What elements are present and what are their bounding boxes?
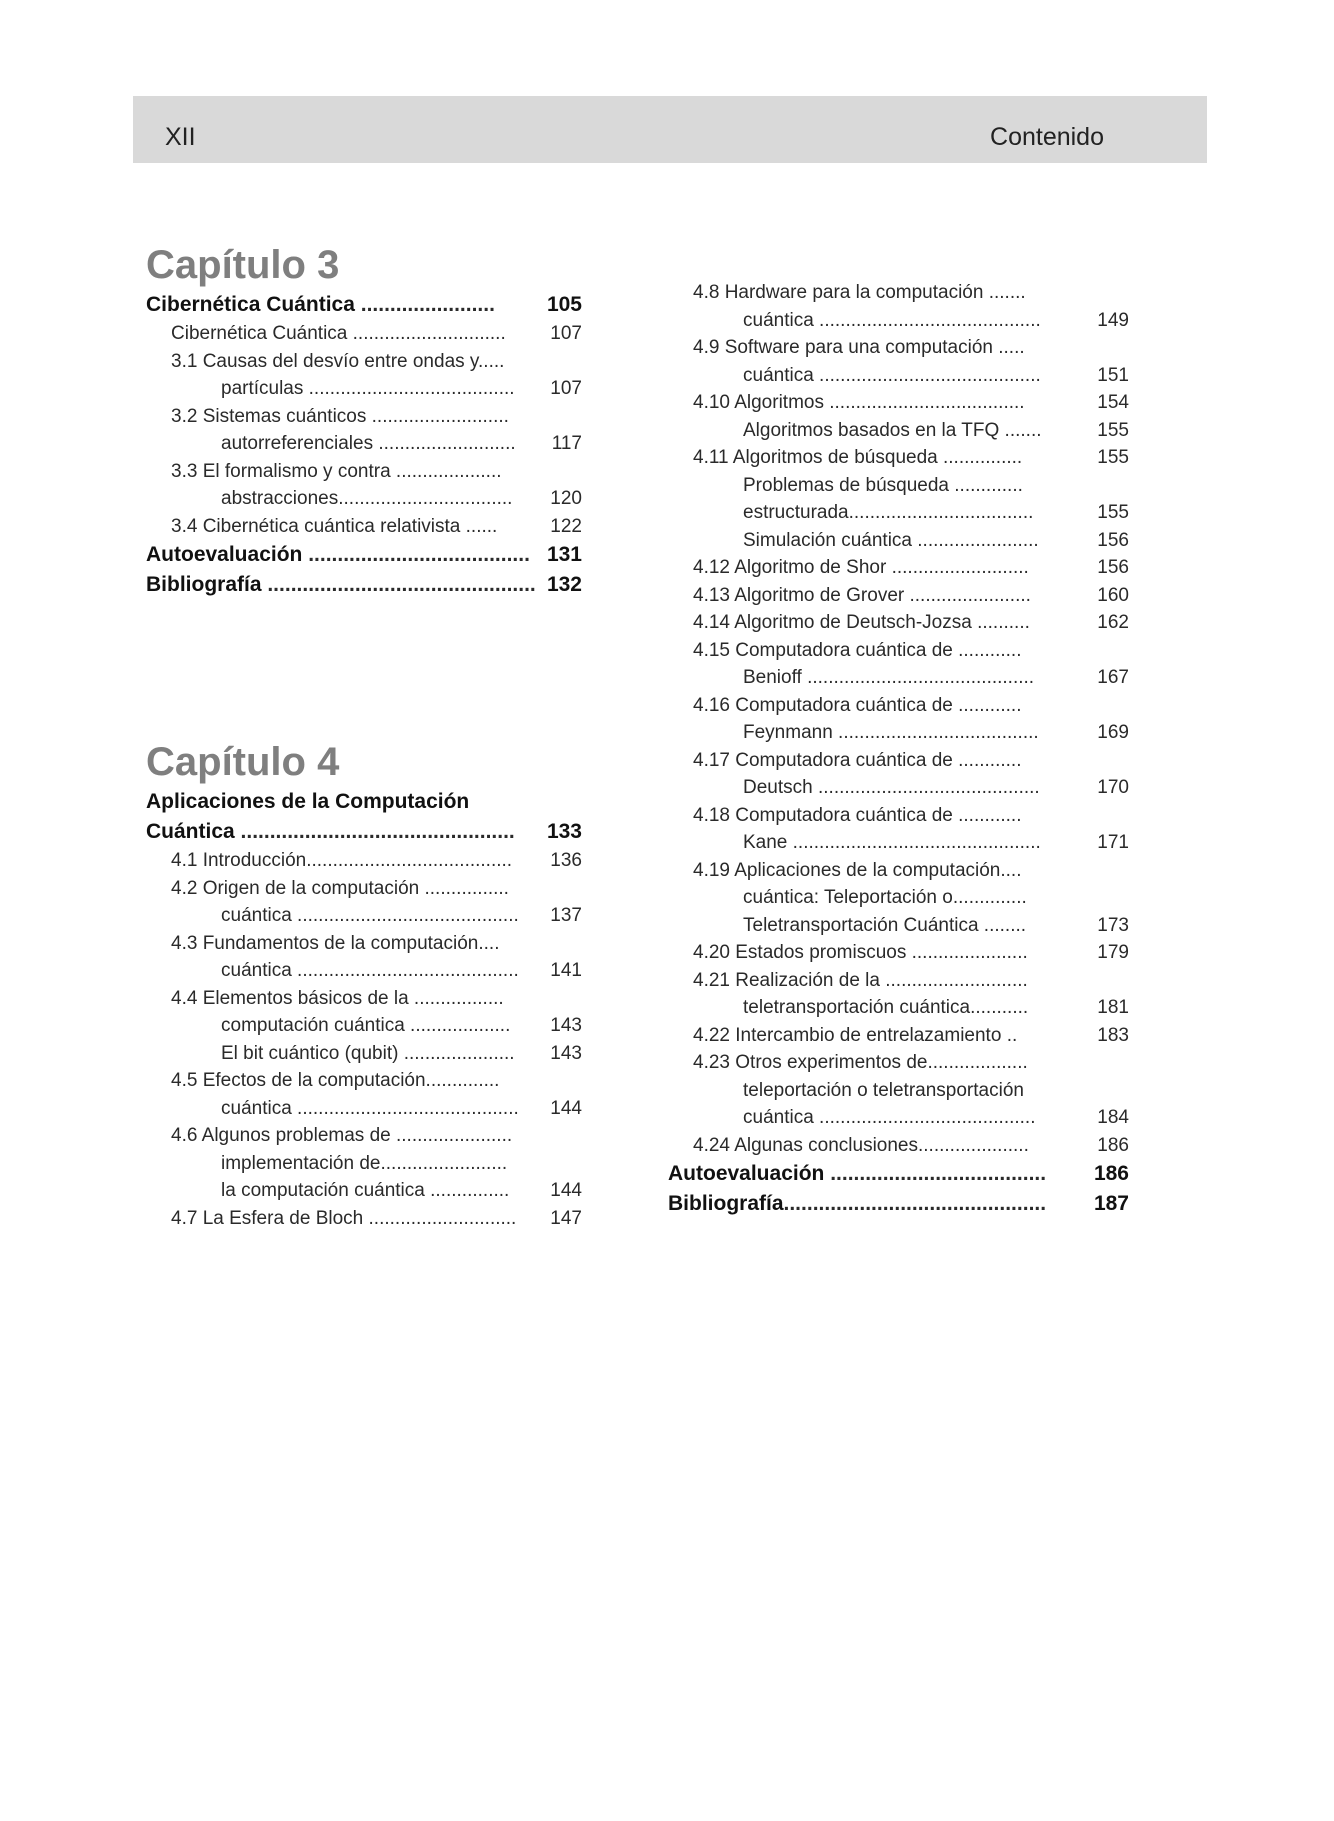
toc-page-number: 144: [550, 1180, 582, 1201]
toc-entry: [146, 875, 582, 903]
toc-page-number: 143: [550, 1042, 582, 1064]
toc-entry: [146, 1205, 582, 1233]
toc-entry: [146, 930, 582, 958]
toc-page-number: 160: [1097, 584, 1129, 606]
chapter-3-self-evaluation: Autoevaluación ...................................... 131: [146, 540, 582, 570]
toc-page-number: 184: [1097, 1107, 1129, 1128]
chapter-4-entries-right: [693, 279, 1129, 1159]
toc-entry-text: 4.5 Efectos de la computación: [171, 1070, 426, 1091]
toc-entry: [146, 1150, 582, 1178]
toc-entry: [693, 472, 1129, 500]
toc-leader-dots: ....................: [390, 460, 502, 482]
toc-page-number: 132: [546, 573, 582, 596]
toc-page-number: 167: [1097, 667, 1129, 688]
toc-entry: [693, 609, 1129, 637]
toc-leader-dots: ...........................: [879, 969, 1028, 991]
toc-entry-text: 3.3 El formalismo y contra: [171, 460, 391, 482]
toc-leader-dots: ....: [1000, 859, 1022, 881]
toc-entry-text: abstracciones: [221, 488, 339, 509]
toc-entry: [693, 994, 1129, 1022]
toc-entry: [693, 857, 1129, 885]
toc-entry-text: El bit cuántico (qubit): [221, 1042, 399, 1064]
chapter-4-bibliography: Bibliografía............................................. 187: [668, 1189, 1129, 1219]
toc-leader-dots: ......................................: [832, 722, 1039, 743]
toc-page-number: 122: [550, 515, 582, 537]
toc-entry-text: 4.19 Aplicaciones de la computación: [693, 859, 1001, 881]
chapter-4-title-line-2: Cuántica ............................................... 133: [146, 817, 582, 847]
toc-entry-text: 4.24 Algunas conclusiones: [693, 1134, 918, 1156]
toc-leader-dots: ............: [952, 639, 1022, 661]
chapter-4-self-evaluation: Autoevaluación ..................................... 186: [668, 1159, 1129, 1189]
toc-entry-text: 4.7 La Esfera de Bloch: [171, 1207, 364, 1229]
toc-page-number: 156: [1097, 557, 1129, 578]
toc-page-number: 107: [550, 323, 582, 344]
toc-entry: [146, 1067, 582, 1095]
toc-entry-text: la computación cuántica: [221, 1180, 425, 1201]
toc-leader-dots: ..: [1001, 1024, 1018, 1046]
toc-entry-text: cuántica: [743, 309, 814, 331]
toc-leader-dots: ..........................................: [812, 777, 1040, 798]
toc-page-number: 187: [1093, 1192, 1129, 1215]
toc-entry-text: Problemas de búsqueda: [743, 474, 949, 496]
chapter-3-bibliography: Bibliografía .............................................. 132: [146, 570, 582, 600]
toc-entry: [146, 957, 582, 985]
toc-leader-dots: .....: [992, 337, 1025, 358]
toc-entry-text: 4.9 Software para una computación: [693, 337, 993, 358]
toc-entry-text: cuántica: [743, 364, 814, 386]
toc-leader-dots: ..........................................: [291, 905, 519, 926]
toc-entry-text: 4.2 Origen de la computación: [171, 877, 420, 899]
toc-leader-dots: ......................: [906, 942, 1028, 963]
toc-page-number: 141: [550, 960, 582, 981]
toc-entry-text: 4.1 Introducción: [171, 850, 307, 871]
toc-entry: [693, 939, 1129, 967]
toc-leader-dots: ..........................: [373, 433, 516, 454]
section-title: Contenido: [990, 123, 1104, 151]
toc-entry-text: 4.4 Elementos básicos de la: [171, 987, 409, 1009]
toc-entry-text: implementación de: [221, 1152, 381, 1174]
toc-entry-text: autorreferenciales: [221, 433, 374, 454]
toc-page-number: 183: [1097, 1024, 1129, 1046]
toc-entry: [693, 637, 1129, 665]
toc-page-number: 147: [550, 1207, 582, 1229]
toc-leader-dots: .......: [983, 282, 1026, 303]
toc-entry: [146, 1040, 582, 1068]
toc-leader-dots: .........................................: [813, 1107, 1036, 1128]
toc-entry: [693, 334, 1129, 362]
toc-page-number: 143: [550, 1015, 582, 1036]
toc-page-number: 169: [1097, 722, 1129, 743]
toc-entry: [693, 719, 1129, 747]
toc-entry-text: 4.3 Fundamentos de la computación: [171, 932, 479, 954]
toc-leader-dots: ..........................: [366, 405, 509, 427]
toc-leader-dots: ........: [978, 914, 1027, 936]
toc-entry: [146, 1012, 582, 1040]
toc-entry-text: 4.6 Algunos problemas de: [171, 1125, 391, 1146]
toc-leader-dots: .................: [408, 987, 504, 1009]
toc-entry: [146, 1095, 582, 1123]
toc-entry: [693, 912, 1129, 940]
toc-page-number: 186: [1093, 1162, 1129, 1185]
chapter-4-entries-left: [146, 847, 582, 1232]
toc-leader-dots: ............: [952, 749, 1022, 771]
toc-entry-text: cuántica: [221, 960, 292, 981]
toc-leader-dots: ...................................: [848, 502, 1034, 523]
toc-leader-dots: ..........................................: [291, 1097, 519, 1119]
toc-leader-dots: ..........................................: [813, 364, 1041, 386]
toc-page-number: 155: [1097, 447, 1129, 468]
toc-leader-dots: ..............: [425, 1070, 500, 1091]
toc-entry-text: Feynmann: [743, 722, 833, 743]
toc-leader-dots: ...............................................: [787, 832, 1041, 853]
toc-entry-text: 4.15 Computadora cuántica de: [693, 639, 953, 661]
toc-leader-dots: .......................................: [306, 850, 513, 871]
toc-leader-dots: .............................: [347, 323, 506, 344]
toc-leader-dots: ............................: [363, 1207, 517, 1229]
toc-page-number: 133: [546, 820, 582, 843]
toc-entry: [693, 417, 1129, 445]
toc-leader-dots: ..........................................: [813, 309, 1041, 331]
toc-entry: [693, 554, 1129, 582]
toc-entry-text: Teletransportación Cuántica: [743, 914, 979, 936]
toc-leader-dots: .............: [948, 474, 1023, 496]
toc-entry: [146, 513, 582, 541]
toc-entry-text: 3.2 Sistemas cuánticos: [171, 405, 367, 427]
toc-entry: [693, 1132, 1129, 1160]
toc-leader-dots: .....................................: [823, 392, 1025, 413]
toc-entry: [146, 403, 582, 431]
toc-leader-dots: ...........: [970, 997, 1029, 1018]
toc-entry-text: 4.8 Hardware para la computación: [693, 282, 984, 303]
toc-entry: [693, 362, 1129, 390]
toc-page-number: 170: [1097, 777, 1129, 798]
toc-entry-text: computación cuántica: [221, 1015, 405, 1036]
toc-page-number: 181: [1097, 997, 1129, 1018]
toc-entry-text: 4.20 Estados promiscuos: [693, 942, 907, 963]
toc-entry: [693, 444, 1129, 472]
toc-entry-text: Cibernética Cuántica: [171, 323, 348, 344]
toc-entry: [693, 499, 1129, 527]
toc-entry: [693, 967, 1129, 995]
toc-entry: [146, 985, 582, 1013]
running-header: [133, 96, 1207, 163]
toc-entry: [693, 389, 1129, 417]
toc-leader-dots: ................: [419, 877, 509, 899]
toc-entry-text: partículas: [221, 378, 304, 399]
toc-leader-dots: .......................................: [303, 378, 515, 399]
toc-entry: [693, 1022, 1129, 1050]
toc-page-number: 171: [1097, 832, 1129, 853]
toc-page-number: 107: [550, 378, 582, 399]
toc-entry-text: teleportación o teletransportación: [743, 1079, 1024, 1101]
toc-leader-dots: .....: [478, 350, 505, 372]
toc-leader-dots: ..........................................: [291, 960, 519, 981]
toc-entry: [693, 884, 1129, 912]
toc-entry-text: cuántica: [221, 1097, 292, 1119]
chapter-3-heading: Capítulo 3: [146, 243, 340, 287]
toc-entry: [146, 847, 582, 875]
toc-page-number: 155: [1097, 419, 1129, 441]
chapter-3-entries: [146, 320, 582, 540]
toc-page-number: 186: [1097, 1134, 1129, 1156]
toc-entry: [693, 307, 1129, 335]
toc-page-number: 136: [550, 850, 582, 871]
toc-entry: [693, 802, 1129, 830]
toc-leader-dots: .................................: [338, 488, 513, 509]
toc-entry-text: 4.14 Algoritmo de Deutsch-Jozsa: [693, 612, 972, 633]
toc-page-number: 151: [1097, 364, 1129, 386]
page-number: XII: [165, 123, 196, 151]
toc-entry: [693, 692, 1129, 720]
toc-entry: [146, 430, 582, 458]
toc-entry-text: 4.17 Computadora cuántica de: [693, 749, 953, 771]
chapter-4-heading: Capítulo 4: [146, 740, 340, 784]
toc-entry: [146, 320, 582, 348]
toc-page-number: 156: [1097, 529, 1129, 551]
chapter-3-title: Cibernética Cuántica ....................... 105: [146, 290, 582, 320]
toc-leader-dots: ............: [952, 694, 1022, 716]
toc-leader-dots: ..........................: [886, 557, 1029, 578]
toc-entry-text: 3.1 Causas del desvío entre ondas y: [171, 350, 479, 372]
toc-entry-text: 4.13 Algoritmo de Grover: [693, 584, 905, 606]
toc-entry: [693, 279, 1129, 307]
toc-entry-text: Deutsch: [743, 777, 813, 798]
toc-leader-dots: .....................: [918, 1134, 1029, 1156]
toc-leader-dots: ...............: [937, 447, 1023, 468]
toc-column-left: [146, 243, 582, 1232]
toc-page-number: 131: [546, 543, 582, 566]
toc-page-number: 144: [550, 1097, 582, 1119]
toc-entry-text: cuántica: Teleportación o: [743, 887, 953, 908]
toc-page-number: 137: [550, 905, 582, 926]
toc-leader-dots: .......: [999, 419, 1042, 441]
toc-entry: [146, 1122, 582, 1150]
toc-leader-dots: ...................: [404, 1015, 511, 1036]
toc-leader-dots: ...............: [424, 1180, 510, 1201]
toc-entry-text: 4.10 Algoritmos: [693, 392, 824, 413]
toc-page-number: 120: [550, 488, 582, 509]
toc-page-number: 149: [1097, 309, 1129, 331]
toc-leader-dots: ..........: [971, 612, 1030, 633]
toc-entry-text: teletransportación cuántica: [743, 997, 971, 1018]
toc-entry-text: Kane: [743, 832, 788, 853]
toc-leader-dots: ........................: [380, 1152, 508, 1174]
toc-page-number: 179: [1097, 942, 1129, 963]
toc-entry: [146, 902, 582, 930]
toc-entry-text: 4.18 Computadora cuántica de: [693, 804, 953, 826]
toc-entry: [693, 774, 1129, 802]
toc-leader-dots: ...........................................: [801, 667, 1035, 688]
toc-leader-dots: .......................: [904, 584, 1031, 606]
toc-leader-dots: ......................: [390, 1125, 513, 1146]
toc-entry-text: cuántica: [743, 1107, 814, 1128]
toc-entry-text: estructurada: [743, 502, 849, 523]
toc-entry-text: Benioff: [743, 667, 802, 688]
toc-entry: [693, 747, 1129, 775]
chapter-4-title-line-1: Aplicaciones de la Computación: [146, 790, 470, 813]
toc-leader-dots: ............: [952, 804, 1022, 826]
toc-entry-text: 4.11 Algoritmos de búsqueda: [693, 447, 938, 468]
toc-column-right: [668, 279, 1129, 1219]
toc-entry-text: Algoritmos basados en la TFQ: [743, 419, 1000, 441]
toc-entry: [146, 1177, 582, 1205]
toc-entry: [146, 348, 582, 376]
toc-entry: [693, 1104, 1129, 1132]
toc-page-number: 154: [1097, 392, 1129, 413]
toc-entry: [146, 485, 582, 513]
toc-entry: [693, 527, 1129, 555]
toc-entry: [693, 1049, 1129, 1077]
toc-entry-text: 4.22 Intercambio de entrelazamiento: [693, 1024, 1002, 1046]
toc-entry: [693, 1077, 1129, 1105]
toc-page-number: 105: [546, 293, 582, 316]
toc-entry: [146, 375, 582, 403]
toc-page-number: 173: [1097, 914, 1129, 936]
toc-entry-text: Simulación cuántica: [743, 529, 912, 551]
toc-entry-text: 3.4 Cibernética cuántica relativista: [171, 515, 461, 537]
toc-entry: [693, 829, 1129, 857]
toc-entry-text: 4.16 Computadora cuántica de: [693, 694, 953, 716]
toc-leader-dots: ..............: [952, 887, 1027, 908]
toc-entry-text: 4.12 Algoritmo de Shor: [693, 557, 887, 578]
toc-leader-dots: .....................: [398, 1042, 515, 1064]
toc-page-number: 155: [1097, 502, 1129, 523]
toc-entry-text: 4.23 Otros experimentos de: [693, 1052, 928, 1073]
toc-entry-text: cuántica: [221, 905, 292, 926]
toc-entry-text: 4.21 Realización de la: [693, 969, 880, 991]
toc-page-number: 162: [1097, 612, 1129, 633]
toc-entry: [693, 582, 1129, 610]
toc-leader-dots: .......................: [911, 529, 1039, 551]
toc-entry: [146, 458, 582, 486]
toc-leader-dots: ....: [478, 932, 500, 954]
toc-page-number: 117: [551, 433, 582, 454]
toc-leader-dots: ......: [460, 515, 498, 537]
toc-leader-dots: ...................: [927, 1052, 1028, 1073]
toc-entry: [693, 664, 1129, 692]
